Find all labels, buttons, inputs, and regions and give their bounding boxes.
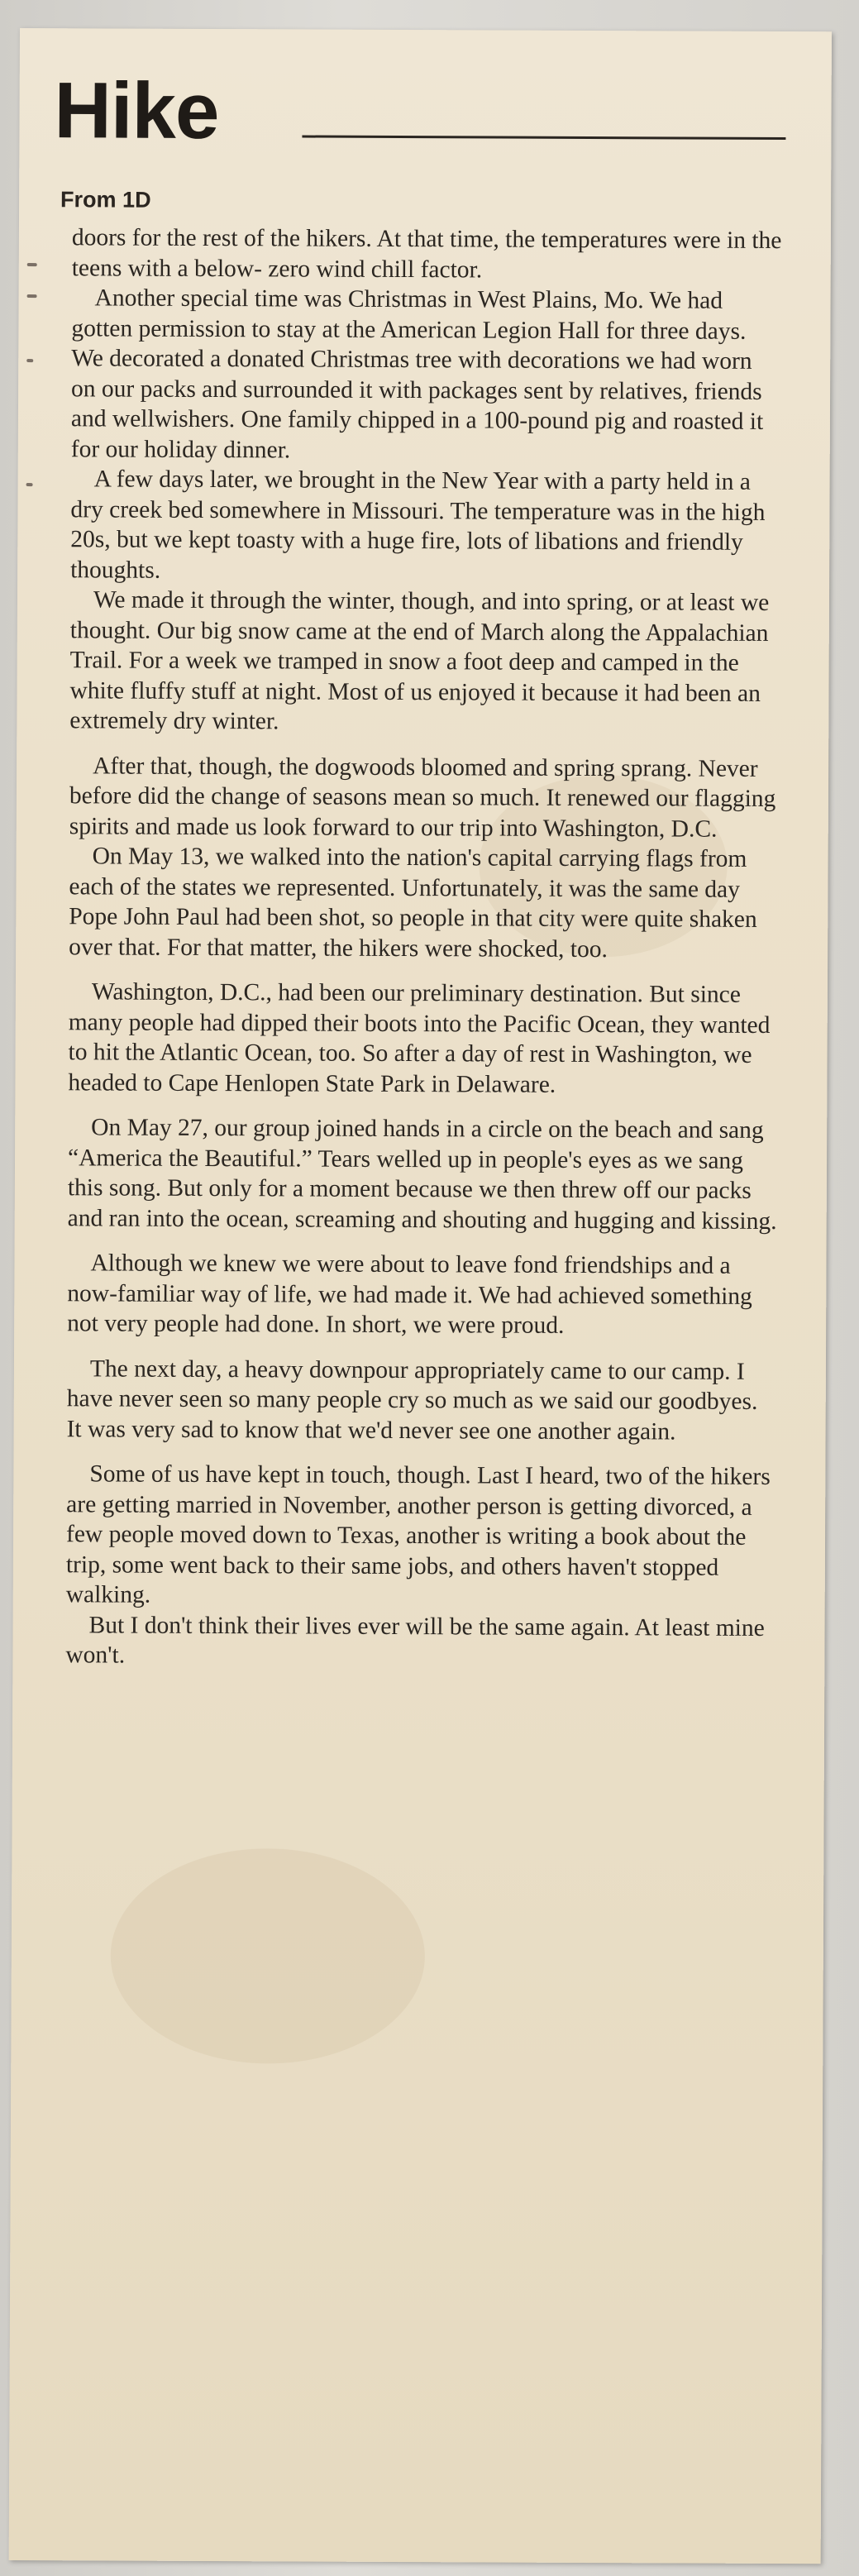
paragraph: The next day, a heavy downpour appropriately came to our camp. I have never seen so many people cry so much as we said our goodbyes. It was very sad to know that we'd never see one another again. (66, 1355, 758, 1445)
edge-mark (26, 483, 33, 486)
title-rule (302, 135, 785, 140)
paragraph: But I don't think their lives ever will be the same again. At least mine won't. (65, 1611, 765, 1669)
paper-stain (110, 1848, 425, 2065)
paragraph: Although we knew we were about to leave fond friendships and a now-familiar way of life, we had made it. We had achieved something not very people had done. In short, we were proud. (67, 1250, 752, 1339)
paragraph: Another special time was Christmas in West Plains, Mo. We had gotten permission to stay at the American Legion Hall for three days. We decorated a donated Christmas tree with decorations we had worn on our packs and surrounded it with packages sent by relatives, friends and wellwishers. One family chipped in a 100-pound pig and roasted it for our holiday dinner. (70, 284, 764, 463)
paragraph: On May 27, our group joined hands in a circle on the beach and sang “America the Beautiful.” Tears welled up in people's eyes as we sang this song. But only for a moment because we then threw off our packs and ran into the ocean, screaming and shouting and hugging and kissing. (67, 1114, 777, 1235)
paragraph: On May 13, we walked into the nation's capital carrying flags from each of the states we represented. Unfortunately, it was the same day Pope John Paul had been shot, so people in that city were quite shaken over that. For that matter, the hikers were shocked, too. (69, 843, 757, 963)
paragraph: Washington, D.C., had been our preliminary destination. But since many people had dipped their boots into the Pacific Ocean, they wanted to hit the Atlantic Ocean, too. So after a day of rest in Washington, we headed to Cape Henlopen State Park in Delaware. (68, 978, 771, 1098)
article-header (54, 66, 799, 189)
paragraph: Some of us have kept in touch, though. Last I heard, two of the hikers are getting married in November, another person is getting divorced, a few people moved down to Texas, another is writing a book about the trip, some went back to their same jobs, and others haven't stopped walking. (65, 1460, 771, 1608)
paragraph: A few days later, we brought in the New Year with a party held in a dry creek bed somewhere in Missouri. The temperature was in the high 20s, but we kept toasty with a huge fire, lots of libations and friendly thoughts. (70, 466, 766, 584)
newspaper-clipping (9, 28, 832, 2564)
article-title: Hike (54, 66, 219, 156)
paragraph: doors for the rest of the hikers. At that time, the temperatures were in the teens with a below- zero wind chill factor. (71, 224, 782, 283)
edge-mark (27, 263, 37, 266)
paragraph: After that, though, the dogwoods bloomed and spring sprang. Never before did the change of seasons mean so much. It renewed our flagging spirits and made us look forward to our trip into Washington, D.C. (69, 752, 776, 843)
paragraph: We made it through the winter, though, and into spring, or at least we thought. Our big snow came at the end of March along the Appalachian Trail. For a week we tramped in snow a foot deep and camped in the white fluffy stuff at night. Most of us enjoyed it because it had been an extremely dry winter. (69, 586, 770, 735)
jump-line: From 1D (60, 187, 151, 213)
edge-mark (26, 359, 33, 362)
edge-mark (27, 294, 37, 298)
left-edge-marks (26, 235, 60, 582)
article-body (65, 222, 783, 1673)
